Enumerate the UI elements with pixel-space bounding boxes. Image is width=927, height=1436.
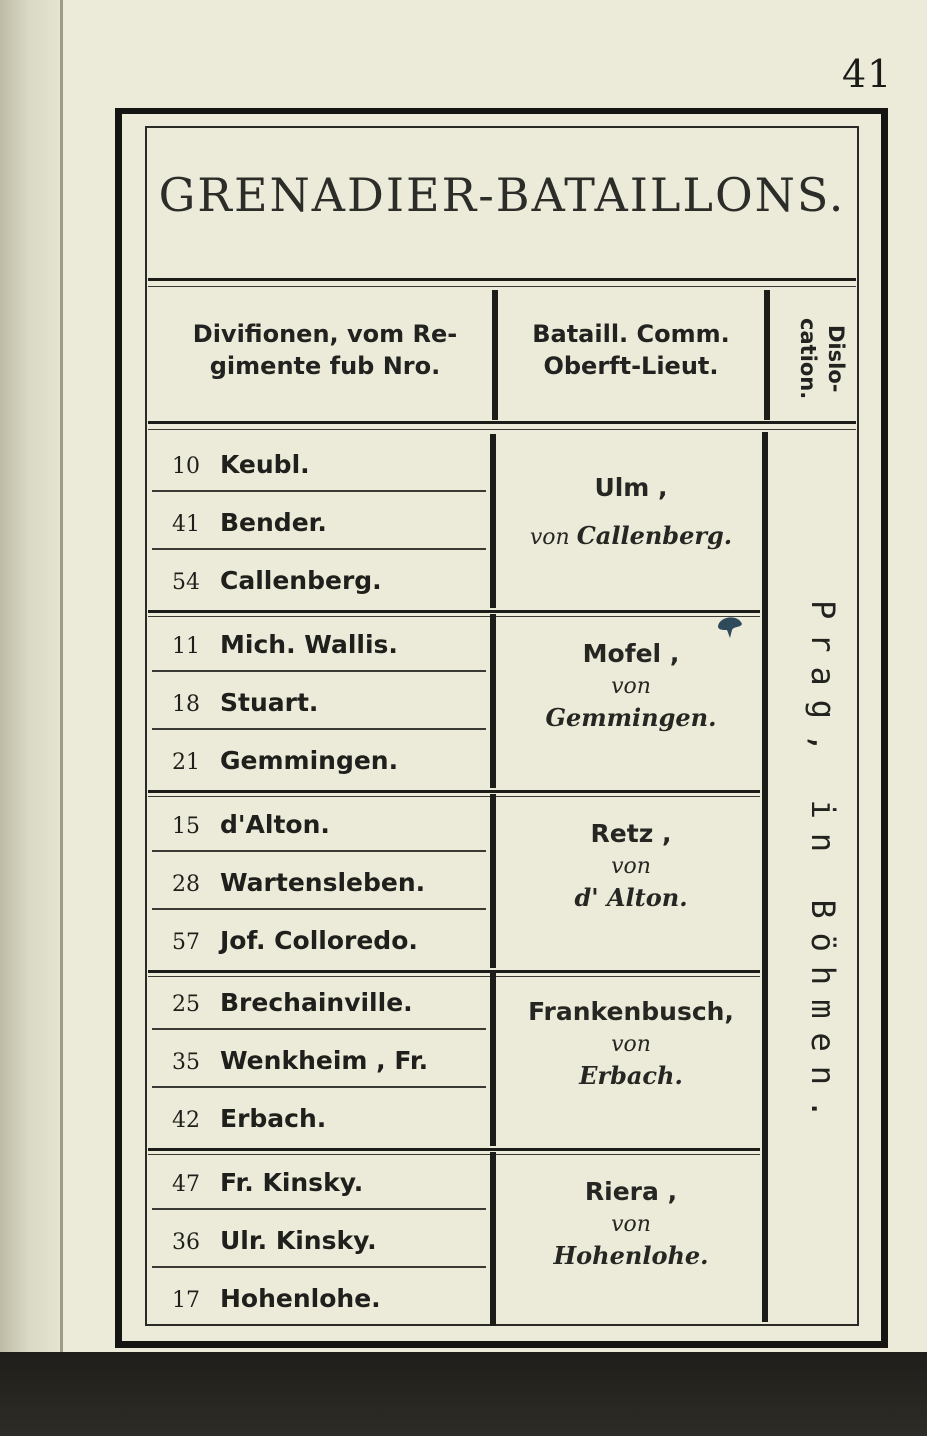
- regiment-number: 35: [172, 1050, 200, 1075]
- regiment-name: Hohenlohe.: [220, 1284, 381, 1313]
- von-label: von: [611, 854, 651, 879]
- table-row: [172, 1090, 492, 1148]
- table-row: [172, 494, 492, 552]
- column-divider-2: [764, 290, 770, 420]
- regiment-name: Erbach.: [220, 1104, 327, 1133]
- row-rule: [152, 548, 486, 550]
- header-commander: Bataill. Comm. Oberft-Lieut.: [532, 320, 730, 380]
- regiment-name: d'Alton.: [220, 810, 330, 839]
- von-label: von: [611, 1212, 651, 1237]
- battalion-name: Retz ,: [590, 819, 672, 848]
- table-row: [172, 912, 492, 970]
- regiment-name: Keubl.: [220, 450, 310, 479]
- commander-name: Erbach.: [579, 1061, 683, 1090]
- table-row: [172, 796, 492, 854]
- regiment-name: Wenkheim , Fr.: [220, 1046, 429, 1075]
- title-rule: [148, 278, 856, 281]
- commander-name: d' Alton.: [574, 883, 688, 912]
- battalion-commander: [500, 636, 762, 734]
- regiment-name: Brechainville.: [220, 988, 413, 1017]
- header-dislocation: Dislo- cation.: [796, 318, 848, 400]
- commander-name: Callenberg.: [576, 521, 733, 550]
- table-row: [172, 436, 492, 494]
- regiment-name: Mich. Wallis.: [220, 630, 398, 659]
- row-rule: [152, 490, 486, 492]
- table-row: [172, 1212, 492, 1270]
- title-rule-thin: [148, 286, 856, 287]
- row-rule: [152, 1028, 486, 1030]
- ink-stain-icon: [716, 612, 744, 640]
- table-row: [172, 552, 492, 610]
- page-bottom-shadow: [0, 1352, 927, 1436]
- von-label: von: [611, 674, 651, 699]
- gutter-edge: [60, 0, 63, 1436]
- table-row: [172, 1154, 492, 1212]
- row-rule: [152, 1208, 486, 1210]
- regiment-name: Wartensleben.: [220, 868, 426, 897]
- regiment-number: 11: [172, 634, 200, 659]
- regiment-name: Ulr. Kinsky.: [220, 1226, 377, 1255]
- regiment-name: Gemmingen.: [220, 746, 399, 775]
- battalion-commander: [500, 1174, 762, 1272]
- regiment-number: 21: [172, 750, 200, 775]
- regiment-number: 57: [172, 930, 200, 955]
- table-row: [172, 1270, 492, 1328]
- regiment-number: 54: [172, 570, 200, 595]
- regiment-name: Fr. Kinsky.: [220, 1168, 364, 1197]
- table-row: [172, 674, 492, 732]
- regiment-number: 17: [172, 1288, 200, 1313]
- group-rule: [148, 970, 760, 973]
- table-row: [172, 616, 492, 674]
- commander-name: Gemmingen.: [545, 703, 717, 732]
- regiment-name: Stuart.: [220, 688, 319, 717]
- regiment-number: 47: [172, 1172, 200, 1197]
- group-rule: [148, 790, 760, 793]
- group-rule: [148, 610, 760, 613]
- row-rule: [152, 670, 486, 672]
- table-row: [172, 974, 492, 1032]
- row-rule: [152, 728, 486, 730]
- dislocation-divider: [762, 432, 768, 1322]
- battalion-commander: [500, 816, 762, 914]
- commander-line: [500, 520, 762, 553]
- von-label: von: [529, 525, 570, 550]
- page-title: GRENADIER-BATAILLONS.: [158, 168, 846, 222]
- von-label: von: [611, 1032, 651, 1057]
- regiment-number: 18: [172, 692, 200, 717]
- commander-name: Hohenlohe.: [553, 1241, 709, 1270]
- header-divisions: Divifionen, vom Re- gimente fub Nro.: [192, 320, 458, 380]
- battalion-commander: [500, 994, 762, 1092]
- dislocation-value: Prag, in Böhmen.: [804, 600, 842, 1133]
- header-rule-thin: [148, 429, 856, 430]
- battalion-name: Riera ,: [584, 1177, 678, 1206]
- battalion-commander: [500, 470, 762, 553]
- regiment-number: 28: [172, 872, 200, 897]
- regiment-name: Bender.: [220, 508, 327, 537]
- regiment-number: 42: [172, 1108, 200, 1133]
- group-rule: [148, 1148, 760, 1151]
- row-rule: [152, 908, 486, 910]
- regiment-name: Callenberg.: [220, 566, 382, 595]
- page-number: 41: [842, 52, 893, 96]
- battalion-name: Ulm ,: [594, 473, 668, 502]
- table-row: [172, 854, 492, 912]
- battalion-name: Frankenbusch,: [528, 997, 734, 1026]
- regiment-number: 15: [172, 814, 200, 839]
- regiment-number: 41: [172, 512, 200, 537]
- header-rule: [148, 421, 856, 424]
- table-row: [172, 1032, 492, 1090]
- regiment-number: 10: [172, 454, 200, 479]
- regiment-number: 25: [172, 992, 200, 1017]
- row-rule: [152, 1086, 486, 1088]
- row-rule: [152, 1266, 486, 1268]
- binding-gutter: [0, 0, 62, 1436]
- row-rule: [152, 850, 486, 852]
- table-row: [172, 732, 492, 790]
- column-divider-1: [492, 290, 498, 420]
- regiment-number: 36: [172, 1230, 200, 1255]
- battalion-name: Mofel ,: [582, 639, 680, 668]
- regiment-name: Jof. Colloredo.: [220, 926, 418, 955]
